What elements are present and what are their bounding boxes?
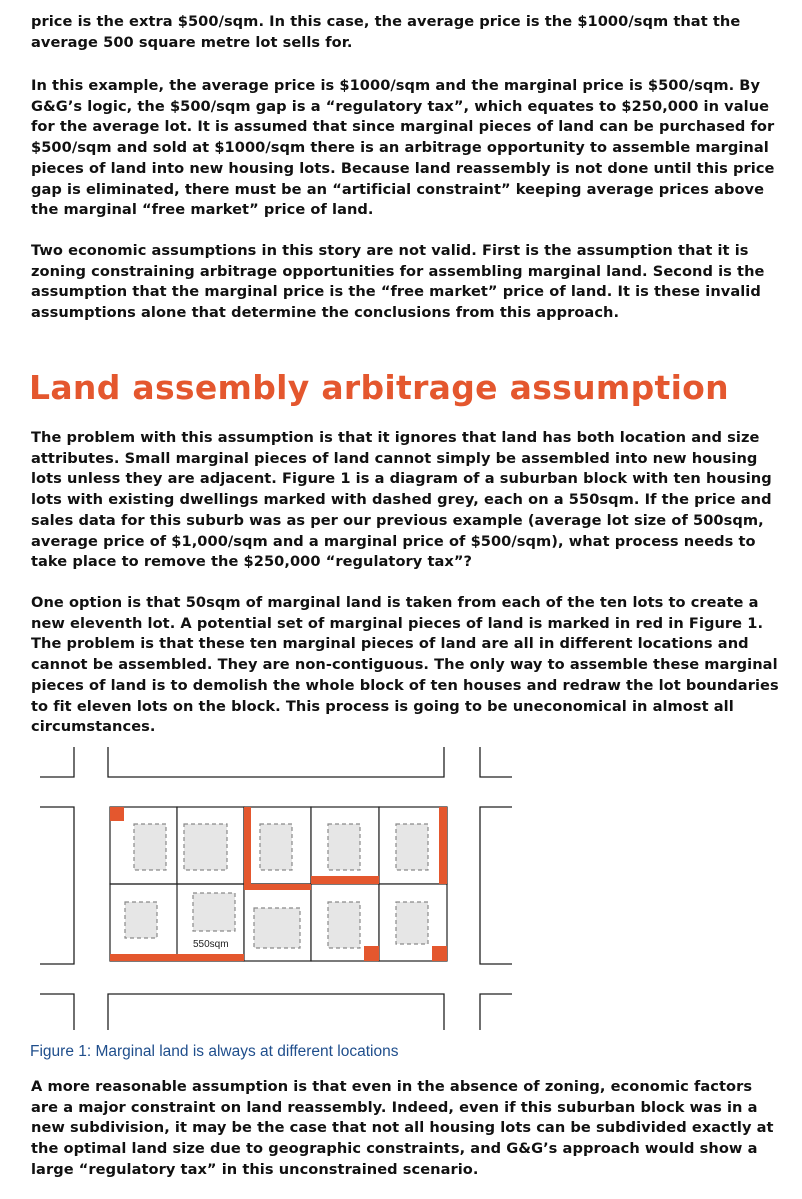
block-edge-top — [108, 747, 444, 777]
paragraph-location-size-attributes: The problem with this assumption is that it ignores that land has both location and size attributes. Small marginal pieces of land cannot simply be assembled into new housing lots unless they are adjacent. Figure 1 is a diagram of a suburban block with ten housing lots with existing dwellings marked with dashed grey, each on a 550sqm. If the price and sales data for this suburb was as per our previous example (average lot size of 500sqm, average price of $1,000/sqm and a marginal price of $500/sqm), what process needs to take place to remove the $250,000 “regulatory tax”? — [31, 429, 772, 571]
suburban-block-diagram — [36, 740, 516, 1040]
marginal-piece-3 — [244, 884, 311, 890]
street-corner-top-right — [480, 747, 512, 777]
marginal-piece-10 — [432, 946, 447, 961]
figure-suburban-block — [36, 740, 516, 1040]
street-corner-top-left — [40, 747, 74, 777]
paragraph-regulatory-tax-example: In this example, the average price is $1000/sqm and the marginal price is $500/sqm. By G&G’s logic, the $500/sqm gap is a “regulatory tax”, which equates to $250,000 in value for the average lot. It is assumed that since marginal pieces of land can be purchased for $500/sqm and sold at $1000/sqm there is an arbitrage opportunity to assemble marginal pieces of land into new housing lots. Because land reassembly is not done until this price gap is eliminated, there must be an “artificial constraint” keeping average prices above the marginal “free market” price of land. — [31, 77, 775, 219]
block-edge-right — [480, 807, 512, 964]
marginal-piece-9 — [364, 946, 379, 961]
dwelling-8 — [254, 908, 300, 948]
marginal-piece-5 — [439, 807, 447, 884]
street-corner-bottom-left — [40, 994, 74, 1030]
dwelling-4 — [328, 824, 360, 870]
marginal-piece-1 — [110, 807, 124, 821]
street-corner-bottom-right — [480, 994, 512, 1030]
marginal-piece-2 — [244, 807, 251, 884]
paragraph-reasonable-assumption: A more reasonable assumption is that even in the absence of zoning, economic factors are a major constraint on land reassembly. Indeed, even if this suburban block was in a new subdivision, it may be the case that not all housing lots can be subdivided exactly at the optimal land size due to geographic constraints, and G&G’s approach would show a large “regulatory tax” in this unconstrained scenario. — [31, 1078, 774, 1178]
dwelling-3 — [260, 824, 292, 870]
marginal-piece-6-7 — [110, 954, 244, 961]
block-edge-bottom — [108, 994, 444, 1030]
dwelling-5 — [396, 824, 428, 870]
dwelling-2 — [184, 824, 227, 870]
paragraph-invalid-assumptions: Two economic assumptions in this story are not valid. First is the assumption that it is zoning constraining arbitrage opportunities for assembling marginal land. Second is the assumption that the marginal price is the “free market” price of land. It is these invalid assumptions alone that determine the conclusions from this approach. — [31, 242, 765, 322]
lot-size-label: 550sqm — [193, 939, 229, 950]
dwelling-1 — [134, 824, 166, 870]
dwelling-9 — [328, 902, 360, 948]
paragraph-eleventh-lot-option: One option is that 50sqm of marginal land is taken from each of the ten lots to create a new eleventh lot. A potential set of marginal pieces of land is marked in red in Figure 1. The problem is that these ten marginal pieces of land are all in different locations and cannot be assembled. They are non-contiguous. The only way to assemble these marginal pieces of land is to demolish the whole block of ten houses and redraw the lot boundaries to fit eleven lots on the block. This process is going to be uneconomical in almost all circumstances. — [31, 594, 779, 736]
section-heading: Land assembly arbitrage assumption — [29, 368, 729, 407]
marginal-piece-4 — [311, 876, 379, 884]
dwelling-10 — [396, 902, 428, 944]
block-edge-left — [40, 807, 74, 964]
figure-caption: Figure 1: Marginal land is always at different locations — [30, 1043, 399, 1060]
dwelling-7 — [193, 893, 235, 931]
dwelling-6 — [125, 902, 157, 938]
paragraph-marginal-price-intro: price is the extra $500/sqm. In this case, the average price is the $1000/sqm that the average 500 square metre lot sells for. — [31, 13, 741, 51]
